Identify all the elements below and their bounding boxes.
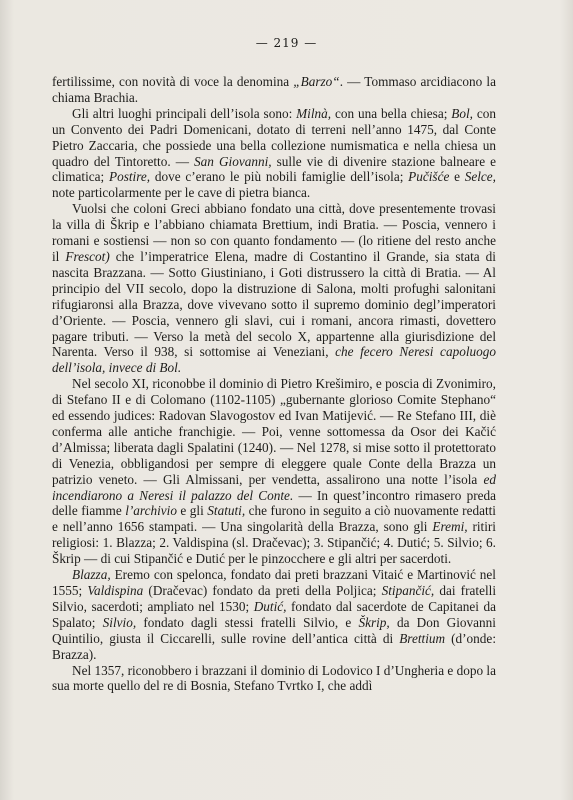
italic-run: Škrip, — [358, 614, 390, 630]
text-run: (d’onde: Brazza). — [52, 630, 496, 662]
body-text — [52, 74, 496, 694]
italic-run: l’archivio — [125, 503, 177, 519]
text-run: dai fratelli Silvio, sacerdoti; ampliato nel 1530; — [52, 583, 496, 614]
paragraph — [52, 106, 496, 201]
italic-run: Blazza, — [72, 567, 111, 583]
text-run: fondato dagli stessi fratelli Silvio, e — [136, 614, 359, 630]
paragraph — [52, 663, 496, 695]
text-run: Vuolsi che coloni Greci abbiano fondato una città, dove presentemente trovasi la villa di Škrip e l’abbiano chiamata Brettium, indi Bratia. — Poscia, vennero i romani e sostiensi — non so con quanto fondamento — (lo ritiene del resto anche il — [52, 201, 496, 264]
italic-run: Eremi, — [432, 519, 468, 535]
italic-run: Postire, — [109, 169, 151, 185]
text-run: fertilissime, con novità di voce la denomina — [52, 74, 294, 89]
text-run: note particolarmente per le cave di pietra bianca. — [52, 185, 311, 201]
text-run: . — Tommaso arcidiacono la chiama Brachia. — [52, 74, 496, 105]
text-run: (Dračevac) fondato da preti della Poljica; — [143, 583, 382, 598]
italic-run: Dutić, — [253, 598, 287, 614]
text-run: dove c’erano le più nobili famiglie dell’isola; — [150, 169, 409, 185]
text-run: ritiri religiosi: 1. Blazza; 2. Valdispina (sl. Dračevac); 3. Stipančić; 4. Dutić; 5. Silvio; 6. Škrip — di cui Stipančić e Dutić per le pinzocchere e gli altri per sacerdoti. — [52, 519, 496, 567]
text-run: che furono in seguito a ciò nuovamente redatti e nell’anno 1656 stampati. — Una singolarità della Brazza, sono gli — [52, 503, 496, 535]
italic-run: Pučišće — [408, 169, 450, 185]
text-run: Nel secolo XI, riconobbe il dominio di Pietro Krešimiro, e poscia di Zvonimiro, di Stefano II e di Colomano (1102-1105) „gubernante glorioso Comite Stephano“ ed essendo judices: Radovan Slavogostov ed Ivan Matijević. — Re Stefano III, diè conferma alle antiche franchigie. — Poi, venne sottomessa da Osor dei Kačić d’Almissa; liberata dagli Spalatini (1240). — Nel 1278, si mise sotto il protettorato di Venezia, obbligandosi per sempre di eleggere quale Conte della Brazza un patrizio veneto. — Gli Almissani, per vendetta, assalirono una notte l’isola — [52, 376, 496, 487]
text-run: sulle vie di divenire stazione balneare e climatica; — [52, 153, 497, 185]
italic-run: Milnà, — [296, 105, 332, 121]
italic-run: ed incendiarono a Neresi il palazzo del Conte. — [52, 471, 496, 503]
paragraph — [52, 376, 496, 567]
text-run: Nel 1357, riconobbero i brazzani il dominio di Lodovico I d’Ungheria e dopo la sua morte quello del re di Bosnia, Stefano Tvrtko I, che addì — [52, 662, 496, 694]
italic-run: Frescot) — [65, 248, 110, 264]
text-run: con un Convento dei Padri Domenicani, dotato di terreni nell’anno 1475, dal Conte Pietro Zaccaria, che possiede una bella collezione numismatica e nella chiesa un quadro del Tintoretto. — — [52, 105, 496, 169]
italic-run: Selce, — [464, 169, 496, 185]
text-run: — In quest’incontro rimasero preda delle fiamme — [52, 487, 496, 519]
italic-run: Stipančić, — [381, 583, 435, 598]
page-number: — 219 — — [255, 36, 318, 50]
text-run: Eremo con spelonca, fondato dai preti brazzani Vitaić e Martinović nel 1555; — [52, 567, 496, 598]
paragraph — [52, 201, 496, 376]
italic-run: San Giovanni, — [194, 153, 272, 169]
text-run: Gli altri luoghi principali dell’isola sono: — [72, 105, 297, 121]
italic-run: „Barzo“ — [293, 74, 340, 89]
italic-run: Brettium — [399, 630, 446, 646]
paragraph — [52, 567, 496, 662]
italic-run: Statuti, — [207, 503, 246, 519]
text-run: fondato dal sacerdote de Capitanei da Spalato; — [52, 598, 496, 630]
text-run: da Don Giovanni Quintilio, giusta il Ciccarelli, sulle rovine dell’antica città di — [52, 614, 496, 646]
italic-run: Valdispina — [87, 583, 144, 598]
text-run: e — [449, 169, 465, 185]
text-run: con una bella chiesa; — [331, 105, 452, 121]
italic-run: Bol, — [451, 105, 473, 121]
paragraph — [52, 74, 496, 106]
italic-run: Silvio, — [102, 614, 137, 630]
text-run: che l’imperatrice Elena, madre di Costantino il Grande, sia stata di nascita Brazzana. — Sotto Giustiniano, i Goti distrussero la città di Bratia. — Al principio del VII secolo, dopo la distruzione di Salona, molti profughi salonitani rifugiaronsi alla Brazza, dove vivevano sotto il supremo dominio degl’imperatori d’Oriente. — Poscia, vennero gli slavi, cui i romani, ancora rimasti, dovettero pagare tributi. — Verso la metà del secolo X, appartenne alla giurisdizione del Narenta. Verso il 938, si sottomise ai Veneziani, — [52, 248, 496, 360]
text-run: e gli — [176, 503, 208, 519]
italic-run: che fecero Neresi capoluogo dell’isola, invece di Bol. — [52, 344, 496, 376]
